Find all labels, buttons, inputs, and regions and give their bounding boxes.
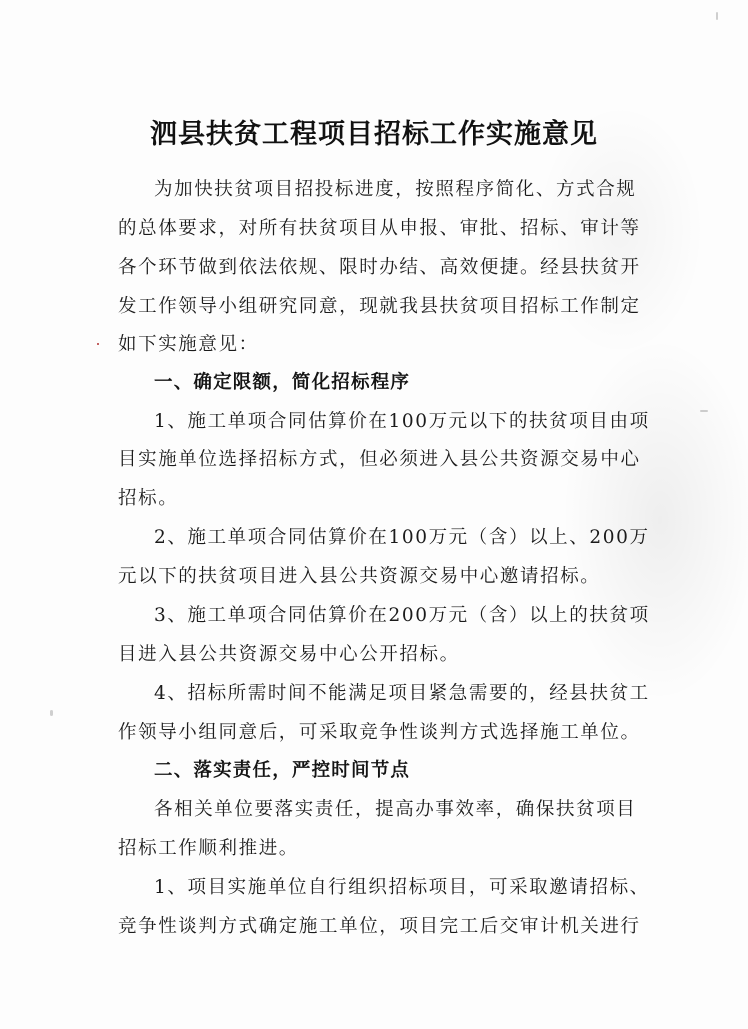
- paragraph-line: 元以下的扶贫项目进入县公共资源交易中心邀请招标。: [118, 566, 601, 587]
- scan-smudge: [716, 12, 718, 20]
- paragraph-line: 3、施工单项合同估算价在200万元（含）以上的扶贫项: [154, 605, 650, 626]
- paragraph-line: 1、施工单项合同估算价在100万元以下的扶贫项目由项: [154, 411, 650, 432]
- paragraph-line: 4、招标所需时间不能满足项目紧急需要的，经县扶贫工: [154, 683, 650, 704]
- scan-speck: [97, 343, 99, 345]
- paragraph-line: 作领导小组同意后，可采取竞争性谈判方式选择施工单位。: [118, 722, 641, 743]
- paragraph-line: 招标工作顺利推进。: [118, 838, 299, 859]
- paragraph-line: 的总体要求，对所有扶贫项目从申报、审批、招标、审计等: [118, 218, 641, 239]
- paragraph-line: 竞争性谈判方式确定施工单位，项目完工后交审计机关进行: [118, 916, 641, 937]
- paragraph-line: 招标。: [118, 488, 179, 509]
- paragraph-line: 目实施单位选择招标方式，但必须进入县公共资源交易中心: [118, 449, 641, 470]
- paragraph-line: 目进入县公共资源交易中心公开招标。: [118, 644, 460, 665]
- paragraph-line: 各个环节做到依法依规、限时办结、高效便捷。经县扶贫开: [118, 257, 641, 278]
- paragraph-line: 为加快扶贫项目招投标进度，按照程序简化、方式合规: [154, 179, 637, 200]
- section-heading-1: 一、确定限额，简化招标程序: [154, 372, 411, 393]
- paragraph-line: 2、施工单项合同估算价在100万元（含）以上、200万: [154, 527, 650, 548]
- paragraph-line: 各相关单位要落实责任，提高办事效率，确保扶贫项目: [154, 799, 637, 820]
- paragraph-line: 如下实施意见：: [118, 334, 259, 355]
- scan-smudge: [700, 410, 708, 412]
- paragraph-line: 1、项目实施单位自行组织招标项目，可采取邀请招标、: [154, 877, 650, 898]
- section-heading-2: 二、落实责任，严控时间节点: [154, 760, 411, 781]
- paragraph-line: 发工作领导小组研究同意，现就我县扶贫项目招标工作制定: [118, 296, 641, 317]
- scan-smudge: [50, 710, 53, 716]
- document-title: 泗县扶贫工程项目招标工作实施意见: [150, 119, 598, 150]
